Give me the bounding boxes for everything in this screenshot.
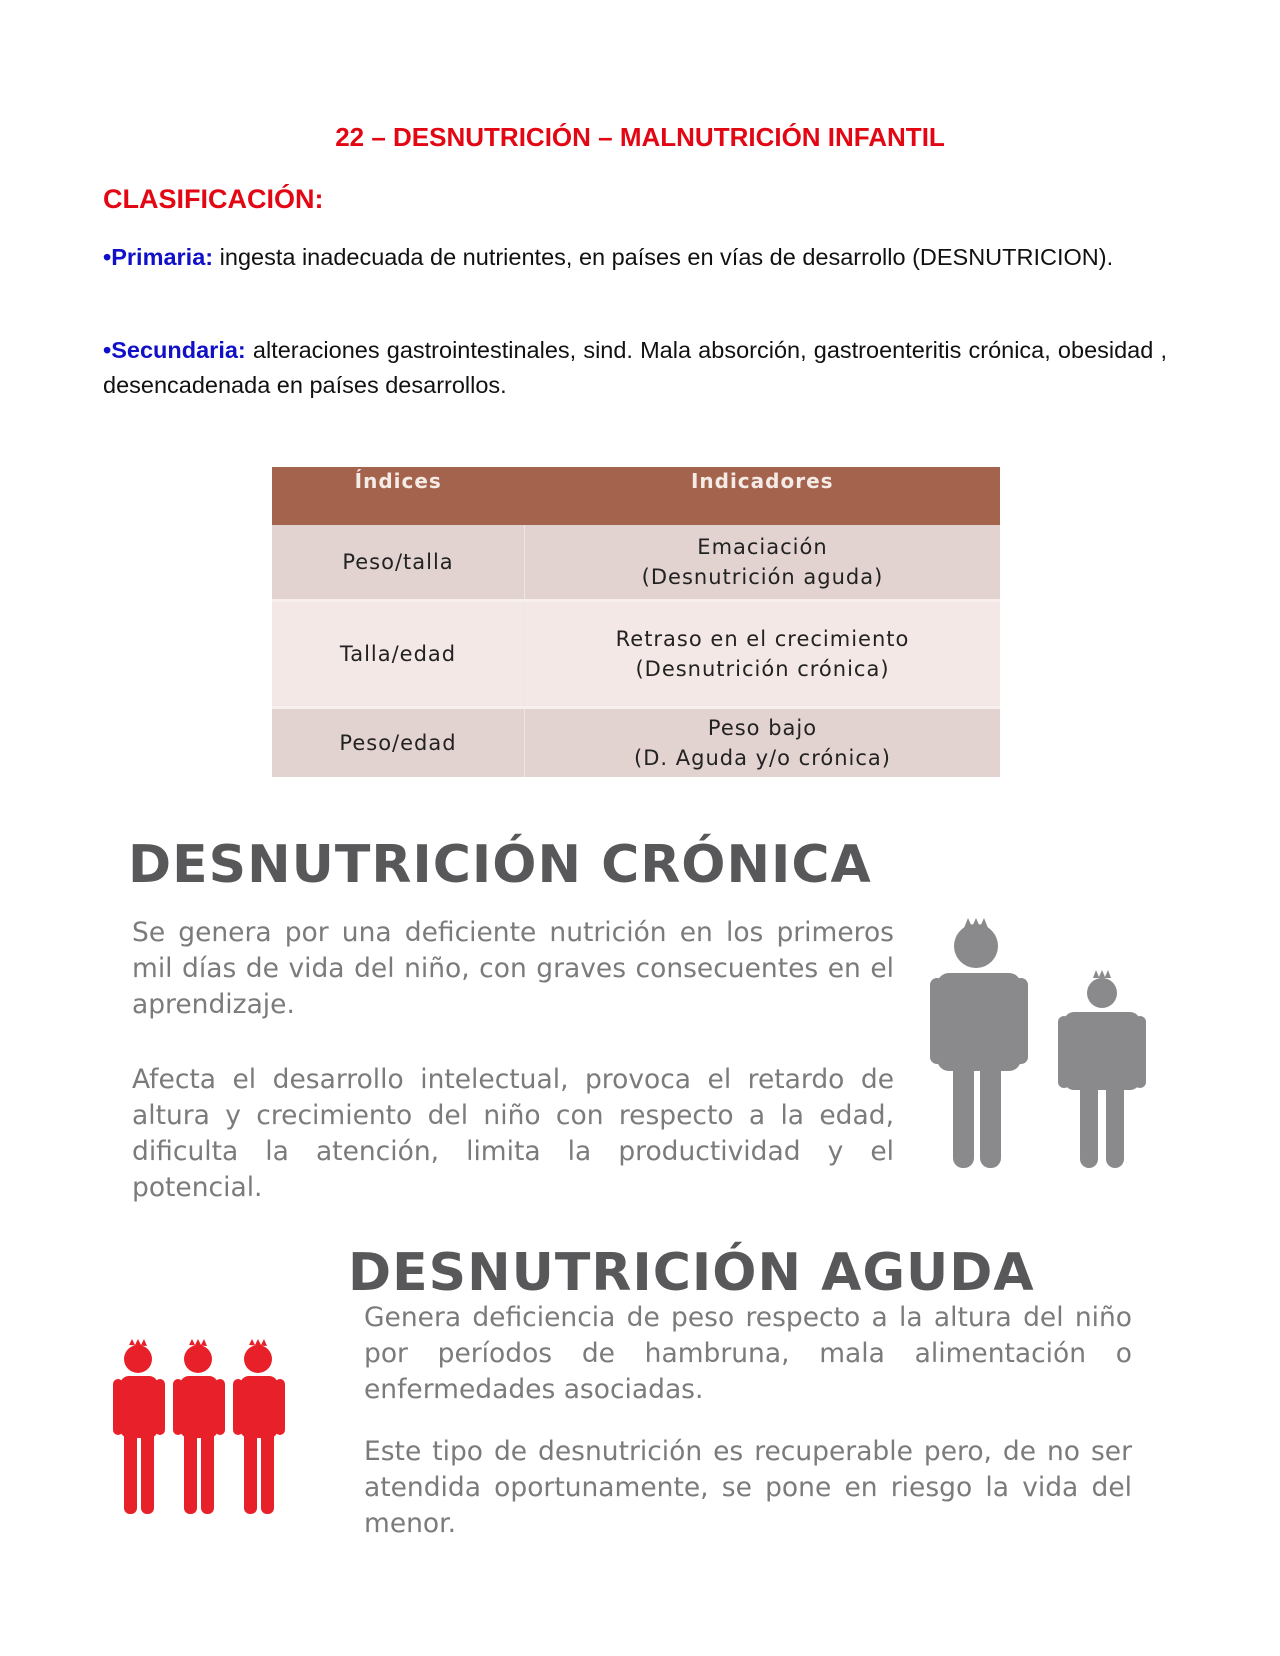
secondary-label: •Secundaria: xyxy=(103,337,246,363)
acute-paragraph-2: Este tipo de desnutrición es recuperable pero, de no ser atendida oportunamente, se pone en riesgo la vida del menor. xyxy=(364,1436,1132,1539)
document-title: 22 – DESNUTRICIÓN – MALNUTRICIÓN INFANTIL xyxy=(335,122,945,152)
header-indices: Índices xyxy=(272,467,525,525)
table-row xyxy=(272,708,1000,778)
three-children-figures-icon xyxy=(110,1339,310,1514)
chronic-heading: DESNUTRICIÓN CRÓNICA xyxy=(128,835,872,895)
indicator-line: Emaciación xyxy=(697,535,828,559)
adult-child-figures-icon xyxy=(930,918,1170,1168)
indicator-line: (Desnutrición crónica) xyxy=(635,657,890,681)
indicator-cell xyxy=(525,525,1001,601)
indices-table xyxy=(272,467,1000,777)
table-row xyxy=(272,525,1000,601)
indicator-line: (D. Aguda y/o crónica) xyxy=(634,746,891,770)
indicator-line: (Desnutrición aguda) xyxy=(641,565,884,589)
index-cell: Peso/talla xyxy=(272,525,525,601)
indicator-line: Retraso en el crecimiento xyxy=(615,627,910,651)
chronic-paragraph-2: Afecta el desarrollo intelectual, provoca el retardo de altura y crecimiento del niño con respecto a la edad, dificulta la atención, limita la productividad y el potencial. xyxy=(132,1064,894,1203)
indicator-cell xyxy=(525,601,1001,708)
classification-heading: CLASIFICACIÓN: xyxy=(103,184,324,214)
secondary-paragraph xyxy=(103,333,1167,403)
primary-paragraph xyxy=(103,240,1167,275)
acute-heading: DESNUTRICIÓN AGUDA xyxy=(348,1243,1035,1303)
chronic-paragraph-1: Se genera por una deficiente nutrición en los primeros mil días de vida del niño, con graves consecuentes en el aprendizaje. xyxy=(132,917,894,1020)
primary-label: •Primaria: xyxy=(103,244,214,270)
secondary-text: alteraciones gastrointestinales, sind. Mala absorción, gastroenteritis crónica, obesidad , desencadenada en países desarrollos. xyxy=(103,337,1167,398)
header-indicadores: Indicadores xyxy=(525,467,1001,525)
acute-paragraph-1: Genera deficiencia de peso respecto a la altura del niño por períodos de hambruna, mala alimentación o enfermedades asociadas. xyxy=(364,1302,1132,1405)
indicator-line: Peso bajo xyxy=(707,716,818,740)
primary-text: ingesta inadecuada de nutrientes, en países en vías de desarrollo (DESNUTRICION). xyxy=(213,244,1114,270)
index-cell: Talla/edad xyxy=(272,601,525,708)
table-row xyxy=(272,601,1000,708)
index-cell: Peso/edad xyxy=(272,708,525,778)
indicator-cell xyxy=(525,708,1001,778)
